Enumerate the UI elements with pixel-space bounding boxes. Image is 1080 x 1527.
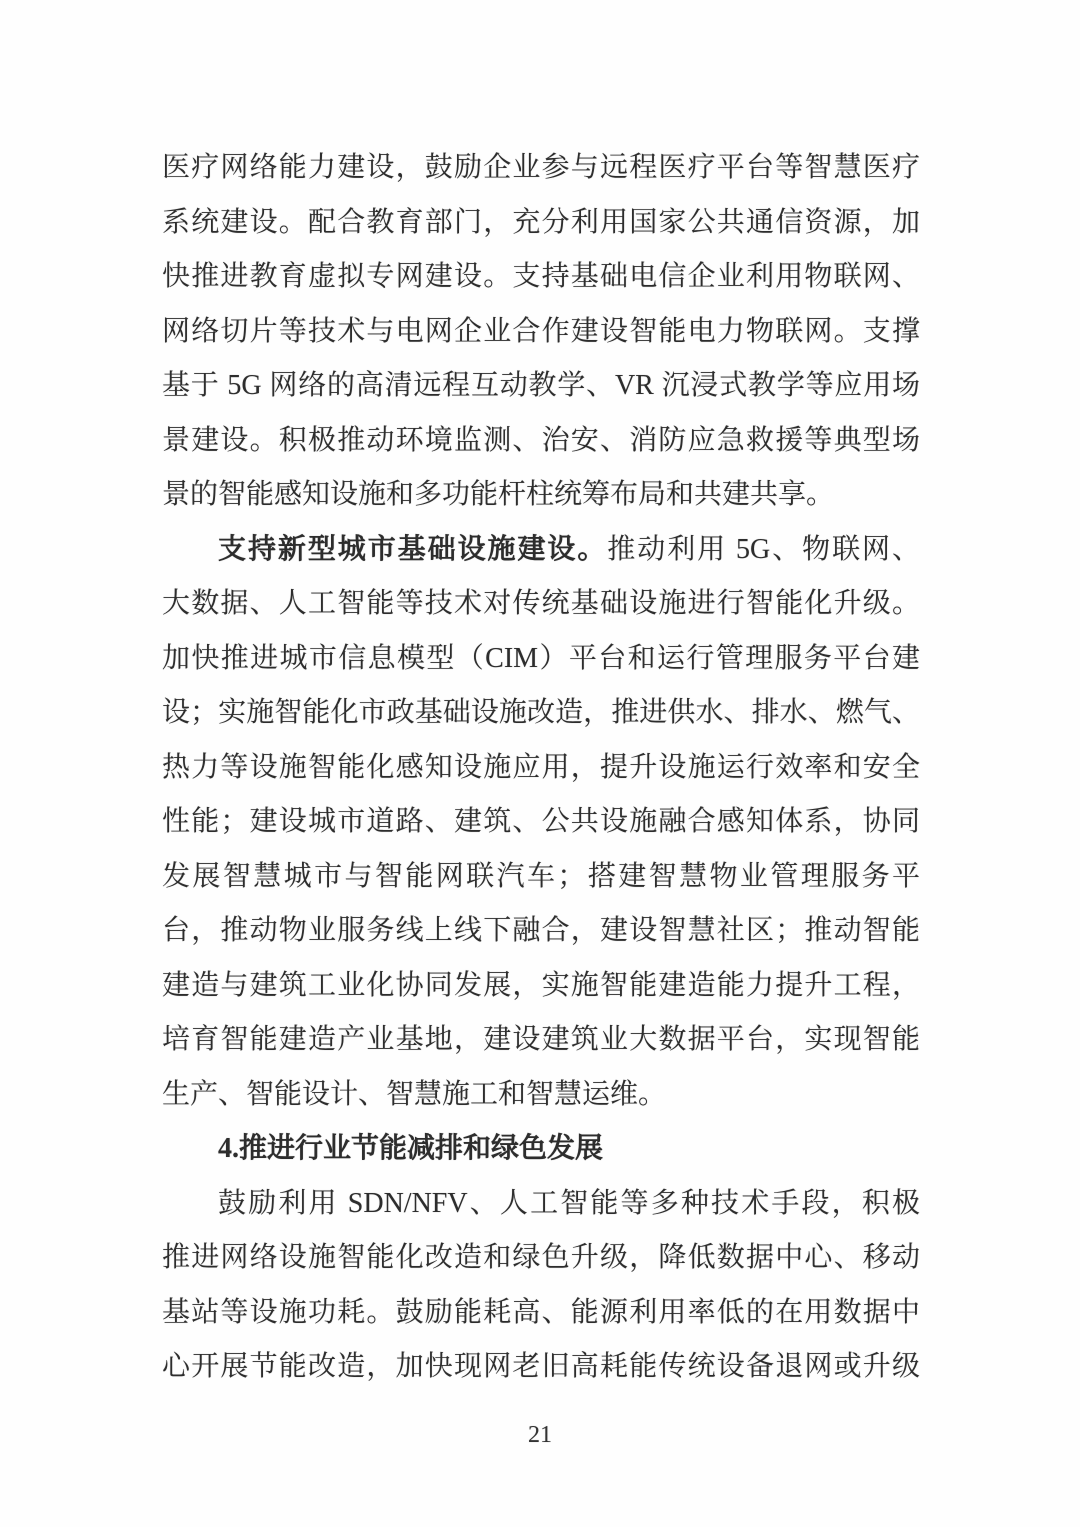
p2-line-9: 建造与建筑工业化协同发展，实施智能建造能力提升工程， — [162, 969, 920, 1001]
p2-line-6: 性能；建设城市道路、建筑、公共设施融合感知体系，协同 — [162, 806, 920, 837]
page-number: 21 — [528, 1422, 552, 1448]
p2-line-4: 设；实施智能化市政基础设施改造，推进供水、排水、燃气、 — [162, 697, 920, 728]
p2-line-2: 大数据、人工智能等技术对传统基础设施进行智能化升级。 — [162, 588, 920, 619]
p3-line-4: 心开展节能改造，加快现网老旧高耗能传统设备退网或升级 — [162, 1351, 920, 1382]
p1-line-7: 景的智能感知设施和多功能杆柱统筹布局和共建共享。 — [162, 479, 835, 510]
p3-line-2: 推进网络设施智能化改造和绿色升级，降低数据中心、移动 — [162, 1242, 920, 1273]
p3-line-1: 鼓励利用 SDN/NFV、人工智能等多种技术手段，积极 — [218, 1187, 920, 1219]
p2-line-5: 热力等设施智能化感知设施应用，提升设施运行效率和安全 — [162, 751, 920, 783]
p1-line-3: 快推进教育虚拟专网建设。支持基础电信企业利用物联网、 — [162, 261, 920, 292]
p2-lead-rest: 推动利用 5G、物联网、 — [607, 533, 920, 565]
section-4-heading: 4.推进行业节能减排和绿色发展 — [218, 1133, 604, 1164]
p3-line-3: 基站等设施功耗。鼓励能耗高、能源利用率低的在用数据中 — [162, 1296, 920, 1328]
p2-line-11: 生产、智能设计、智慧施工和智慧运维。 — [162, 1078, 667, 1110]
p2-line-10: 培育智能建造产业基地，建设建筑业大数据平台，实现智能 — [162, 1024, 920, 1055]
p2-line-3: 加快推进城市信息模型（CIM）平台和运行管理服务平台建 — [162, 642, 920, 674]
document-text-block — [162, 141, 920, 1395]
p1-line-2: 系统建设。配合教育部门，充分利用国家公共通信资源，加 — [162, 206, 920, 238]
p1-line-1: 医疗网络能力建设，鼓励企业参与远程医疗平台等智慧医疗 — [162, 152, 920, 183]
p2-line-8: 台，推动物业服务线上线下融合，建设智慧社区；推动智能 — [162, 915, 920, 946]
p2-line-1 — [162, 523, 920, 578]
p1-line-5: 基于 5G 网络的高清远程互动教学、VR 沉浸式教学等应用场 — [162, 370, 920, 401]
p1-line-4: 网络切片等技术与电网企业合作建设智能电力物联网。支撑 — [162, 315, 920, 347]
p1-line-6: 景建设。积极推动环境监测、治安、消防应急救援等典型场 — [162, 424, 920, 456]
p2-lead-bold: 支持新型城市基础设施建设。 — [218, 533, 608, 565]
p2-line-7: 发展智慧城市与智能网联汽车；搭建智慧物业管理服务平 — [162, 860, 920, 892]
